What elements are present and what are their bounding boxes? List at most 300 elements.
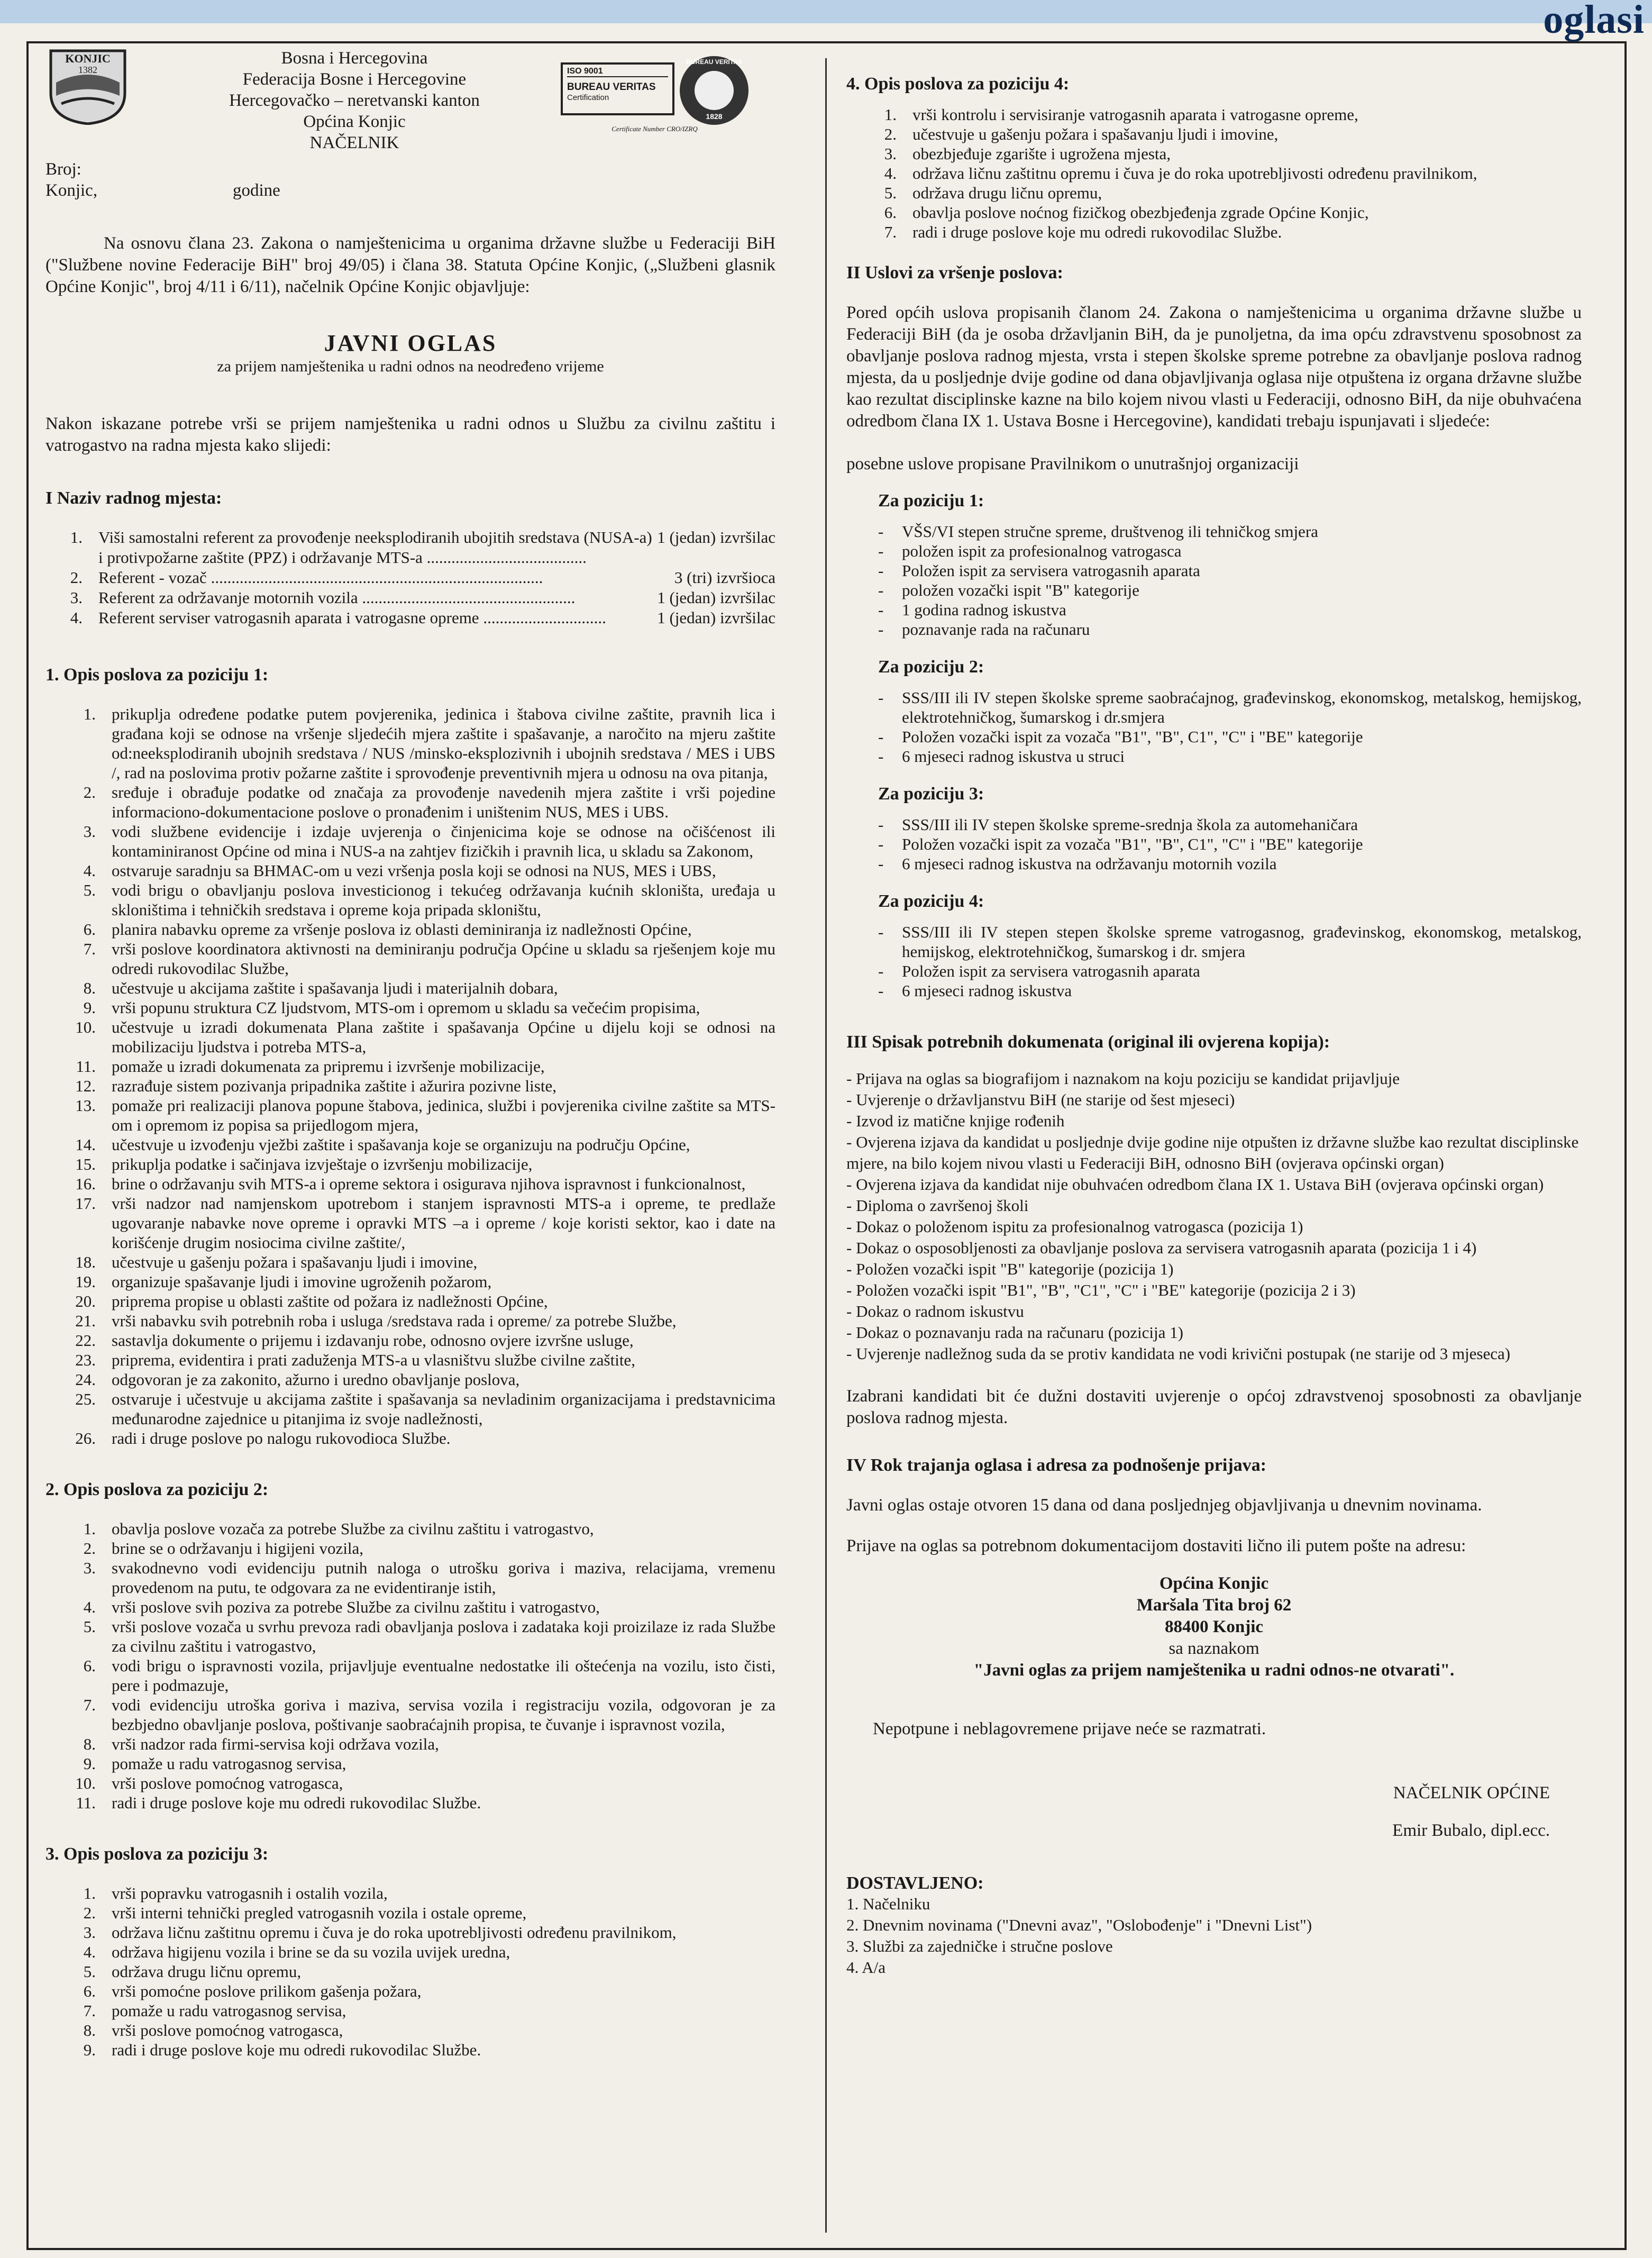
duty-text: vrši poslove pomoćnog vatrogasca, xyxy=(112,1774,343,1792)
duty-item xyxy=(846,222,1582,242)
submission-paragraph: Prijave na oglas sa potrebnom dokumentacijom dostaviti lično ili putem pošte na adresu: xyxy=(846,1536,1466,1555)
duty-item xyxy=(45,1754,775,1773)
dash-bullet: - xyxy=(878,600,884,619)
position-title: Viši samostalni referent za provođenje neeksplodiranih ubojitih sredstava (NUSA-a) i protivpožarne zaštite (PPZ) i održavanje MTS-a ....................................... xyxy=(98,528,652,567)
duty-number: 5. xyxy=(83,1962,96,1981)
dash-bullet: - xyxy=(878,542,884,560)
position-row xyxy=(45,588,775,608)
condition-item xyxy=(878,620,1582,639)
group-heading: Za poziciju 3: xyxy=(878,784,984,804)
duty-item xyxy=(45,1389,775,1428)
duty-text: učestvuje u izradi dokumenata Plana zaštite i spašavanja Općine u dijelu koji se odnosi na mobilizaciju ljudstva i potreba MTS-a, xyxy=(112,1018,775,1056)
duty-number: 8. xyxy=(83,2021,96,2040)
duty-number: 11. xyxy=(76,1793,96,1812)
issuer-header xyxy=(159,48,550,153)
duty-item xyxy=(45,1057,775,1076)
duty-item xyxy=(45,1154,775,1174)
duty-text: održava ličnu zaštitnu opremu i čuva je do roka upotrebljivosti određenu pravilnikom, xyxy=(912,164,1477,183)
duty-item xyxy=(45,1597,775,1617)
duty-item xyxy=(45,1135,775,1154)
duty-text: sređuje i obrađuje podatke od značaja za provođenje navedenih mjera zaštite i vrši pojedine informaciono-dokumentacione poslove o pronađenim i uništenim NUS, MES i UBS. xyxy=(112,783,775,821)
group-items xyxy=(878,522,1582,639)
duty-number: 21. xyxy=(75,1312,96,1330)
intro-paragraph: Na osnovu člana 23. Zakona o namještenicima u organima državne službe u Federaciji BiH ("Službene novine Federacije BiH" broj 49/05) i člana 38. Statuta Općine Konjic, („Službeni glasnik Općine Konjic", broj 4/11 i 6/11), načelnik Općine Konjic objavljuje: xyxy=(45,234,775,296)
duty-item xyxy=(846,203,1582,222)
duty-item xyxy=(45,861,775,880)
duty-text: obavlja poslove noćnog fizičkog obezbjeđenja zgrade Općine Konjic, xyxy=(912,203,1369,222)
header-line: Federacija Bosne i Hercegovine xyxy=(242,70,467,89)
group-items xyxy=(878,922,1582,1000)
duty-text: priprema propise u oblasti zaštite od požara iz nadležnosti Općine, xyxy=(112,1292,548,1310)
duty-text: sastavlja dokumente o prijemu i izdavanju robe, odnosno ovjere izvršne usluge, xyxy=(112,1331,634,1350)
duty-item xyxy=(45,1538,775,1558)
duty-item xyxy=(45,1017,775,1057)
duty-text: vrši nadzor rada firmi-servisa koji održava vozila, xyxy=(112,1735,439,1753)
duty-item xyxy=(45,1194,775,1252)
document-item: - Uvjerenje nadležnog suda da se protiv kandidata ne vodi krivični postupak (ne starije od 3 mjeseca) xyxy=(846,1344,1511,1363)
top-color-band xyxy=(0,0,1652,23)
duties2-list xyxy=(45,1519,775,1813)
document-item: - Dokaz o osposobljenosti za obavljanje poslova za servisera vatrogasnih aparata (pozicija 1 i 4) xyxy=(846,1239,1477,1257)
condition-item xyxy=(878,600,1582,620)
duty-item xyxy=(45,2001,775,2020)
duty-number: 2. xyxy=(83,1539,96,1558)
iso-certificate-badge xyxy=(561,58,751,142)
iso-label: ISO 9001 xyxy=(567,67,668,77)
duty-text: vodi brigu o ispravnosti vozila, prijavljuje eventualne nedostatke ili oštećenja na vozilu, isto čisti, pere i podmazuje, xyxy=(112,1656,775,1695)
duty-number: 6. xyxy=(83,920,96,939)
duty-text: održava drugu ličnu opremu, xyxy=(112,1962,302,1981)
condition-item xyxy=(878,961,1582,981)
duty-text: vrši nabavku svih potrebnih roba i usluga /sredstava rada i opreme/ za potrebe Službe, xyxy=(112,1312,677,1330)
dash-bullet: - xyxy=(878,747,884,766)
duty-item xyxy=(45,1923,775,1942)
duty-item xyxy=(45,1370,775,1389)
duty-text: pomaže u radu vatrogasnog servisa, xyxy=(112,2001,346,2020)
document-item: - Položen vozački ispit "B1", "B", "C1", "C" i "BE" kategorije (pozicija 2 i 3) xyxy=(846,1281,1356,1299)
duties4-heading: 4. Opis poslova za poziciju 4: xyxy=(846,74,1070,94)
duty-number: 9. xyxy=(83,998,96,1017)
positions-list xyxy=(45,527,775,628)
duty-item xyxy=(45,978,775,998)
reference-number-label: Broj: xyxy=(45,160,81,179)
duty-number: 6. xyxy=(884,203,897,222)
duty-text: brine se o održavanju i higijeni vozila, xyxy=(112,1539,364,1558)
duty-text: vrši popravku vatrogasnih i ostalih vozila, xyxy=(112,1884,388,1902)
condition-text: Položen vozački ispit za vozača "B1", "B", C1", "C" i "BE" kategorije xyxy=(902,727,1363,746)
condition-text: Položen ispit za servisera vatrogasnih aparata xyxy=(902,962,1200,980)
duty-number: 10. xyxy=(75,1774,96,1792)
duty-text: vrši nadzor nad namjenskom upotrebom i stanjem ispravnosti MTS-a i opreme, te predlaže ugovaranje nabavke nove opreme i opravki MTS –a i opreme / koje koristi sektor, kao i date na korišćenje drugim nosiocima civilne zaštite/, xyxy=(112,1194,775,1252)
group-heading: Za poziciju 4: xyxy=(878,891,984,911)
duty-item xyxy=(45,1656,775,1695)
duty-text: radi i druge poslove koje mu odredi rukovodilac Službe. xyxy=(112,1793,481,1812)
section-tag: oglasi xyxy=(1543,0,1645,42)
duty-text: vrši interni tehnički pregled vatrogasnih vozila i ostale opreme, xyxy=(112,1904,527,1922)
document-item: - Ovjerena izjava da kandidat u posljednje dvije godine nije otpušten iz državne službe kao rezultat disciplinske mjere, na bilo kojem nivou vlasti u Federaciji BiH, odnosno BiH (ovjerava općinski organ) xyxy=(846,1133,1579,1172)
duty-text: priprema, evidentira i prati zaduženja MTS-a u vlasništvu službe civilne zaštite, xyxy=(112,1351,635,1369)
address-line: 88400 Konjic xyxy=(1164,1617,1264,1636)
duty-number: 1. xyxy=(83,1884,96,1902)
column-divider xyxy=(825,58,827,2233)
duty-text: radi i druge poslove koje mu odredi rukovodilac Službe. xyxy=(912,223,1282,241)
duty-item xyxy=(45,2020,775,2040)
duty-number: 7. xyxy=(83,2001,96,2020)
left-column xyxy=(45,233,775,2060)
duration-paragraph: Javni oglas ostaje otvoren 15 dana od dana posljednjeg objavljivanja u dnevnim novinama. xyxy=(846,1496,1482,1515)
duty-text: razrađuje sistem pozivanja pripadnika zaštite i ažurira pozivne liste, xyxy=(112,1077,556,1095)
condition-item xyxy=(878,688,1582,727)
duty-number: 15. xyxy=(75,1155,96,1173)
duty-item xyxy=(45,919,775,939)
dash-bullet: - xyxy=(878,561,884,580)
duty-number: 12. xyxy=(75,1077,96,1095)
duty-number: 4. xyxy=(83,861,96,880)
document-item: - Položen vozački ispit "B" kategorije (pozicija 1) xyxy=(846,1260,1174,1278)
duty-text: ostvaruje i učestvuje u akcijama zaštite i spašavanja sa nevladinim organizacijama i predstavnicima međunarodne zajednice u pitanjima iz svoje nadležnosti, xyxy=(112,1390,775,1428)
duty-number: 1. xyxy=(884,105,897,124)
delivered-item: 4. A/a xyxy=(846,1958,886,1977)
duty-text: vrši popunu struktura CZ ljudstvom, MTS-om i opremom u skladu sa večećim propisima, xyxy=(112,998,700,1017)
condition-item xyxy=(878,727,1582,746)
condition-item xyxy=(878,580,1582,600)
duty-text: vrši poslove vozača u svrhu prevoza radi obavljanja poslova i zadataka koji proizilaze iz rada Službe za civilnu zaštitu i vatrogastvo, xyxy=(112,1617,775,1655)
incomplete-applications-note: Nepotpune i neblagovremene prijave neće se razmatrati. xyxy=(873,1719,1266,1738)
condition-text: položen vozački ispit "B" kategorije xyxy=(902,581,1139,599)
seal-ring-text: BUREAU VERITAS xyxy=(686,58,742,66)
duty-number: 20. xyxy=(75,1292,96,1310)
duty-text: vrši kontrolu i servisiranje vatrogasnih aparata i vatrogasne opreme, xyxy=(912,105,1358,124)
condition-text: Položen ispit za servisera vatrogasnih aparata xyxy=(902,561,1200,580)
duty-item xyxy=(45,1076,775,1096)
duty-item xyxy=(45,1519,775,1538)
condition-item xyxy=(878,854,1582,873)
duty-item xyxy=(45,1981,775,2001)
duty-text: svakodnevno vodi evidenciju putnih naloga o utrošku goriva i maziva, relacijama, vremenu provedenom na putu, te odgovara za ne evidentiranje istih, xyxy=(112,1559,775,1597)
duty-number: 6. xyxy=(83,1656,96,1675)
dash-bullet: - xyxy=(878,620,884,639)
documents-list xyxy=(846,1068,1582,1364)
cert-label: Certification xyxy=(567,93,609,102)
submission-address xyxy=(846,1573,1582,1681)
duty-item xyxy=(45,880,775,919)
duty-text: obavlja poslove vozača za potrebe Službe za civilnu zaštitu i vatrogastvo, xyxy=(112,1519,594,1538)
duty-item xyxy=(45,1558,775,1597)
condition-text: SSS/III ili IV stepen školske spreme saobraćajnog, građevinskog, ekonomskog, metalskog, hemijskog, elektrotehničkog, šumarskog i dr.smjera xyxy=(902,688,1582,726)
duty-text: pomaže u izradi dokumenata za pripremu i izvršenje mobilizacije, xyxy=(112,1057,545,1076)
duty-text: učestvuje u akcijama zaštite i spašavanja ljudi i materijalnih dobara, xyxy=(112,979,558,997)
duty-text: planira nabavku opreme za vršenje poslova iz oblasti deminiranja iz nadležnosti Općine, xyxy=(112,920,692,939)
duty-number: 2. xyxy=(83,1904,96,1922)
condition-text: SSS/III ili IV stepen školske spreme-srednja škola za automehaničara xyxy=(902,815,1358,834)
duty-item xyxy=(45,939,775,978)
condition-item xyxy=(878,815,1582,834)
duty-item xyxy=(45,1096,775,1135)
condition-text: 6 mjeseci radnog iskustva na održavanju motornih vozila xyxy=(902,854,1277,873)
group-heading: Za poziciju 1: xyxy=(878,491,984,511)
konjic-crest-logo xyxy=(45,45,130,125)
condition-item xyxy=(878,834,1582,854)
duty-text: organizuje spašavanje ljudi i imovine ugroženih požarom, xyxy=(112,1272,492,1291)
group-heading: Za poziciju 2: xyxy=(878,657,984,677)
condition-text: Položen vozački ispit za vozača "B1", "B", C1", "C" i "BE" kategorije xyxy=(902,835,1363,853)
position-title: Referent serviser vatrogasnih aparata i vatrogasne opreme .............................. xyxy=(98,608,606,627)
position-title: Referent za održavanje motornih vozila .................................................... xyxy=(98,588,576,607)
duty-item xyxy=(45,1331,775,1350)
duty-number: 11. xyxy=(76,1057,96,1076)
position-row xyxy=(45,527,775,568)
duty-number: 23. xyxy=(75,1351,96,1369)
position-count: 1 (jedan) izvršilac xyxy=(657,608,775,627)
duty-item xyxy=(45,1174,775,1194)
condition-text: SSS/III ili IV stepen stepen školske spreme vatrogasnog, građevinskog, ekonomskog, metalskog, hemijskog, elektrotehničkog, šumarskog i dr. smjera xyxy=(902,923,1582,961)
delivered-heading: DOSTAVLJENO: xyxy=(846,1873,984,1893)
header-line: Bosna i Hercegovina xyxy=(281,49,428,68)
position-count: 3 (tri) izvršioca xyxy=(674,568,775,587)
duties3-heading: 3. Opis poslova za poziciju 3: xyxy=(45,1844,269,1864)
dash-bullet: - xyxy=(878,923,884,941)
address-note: sa naznakom xyxy=(1169,1639,1259,1658)
duty-item xyxy=(45,1428,775,1448)
duty-number: 9. xyxy=(83,1754,96,1773)
duty-item xyxy=(45,2040,775,2060)
address-line: Maršala Tita broj 62 xyxy=(1136,1596,1292,1615)
dash-bullet: - xyxy=(878,522,884,541)
dash-bullet: - xyxy=(878,727,884,746)
duty-item xyxy=(846,163,1582,183)
conditions-groups xyxy=(846,491,1582,1000)
duty-text: vodi brigu o obavljanju poslova investicionog i tekućeg održavanja kućnih skloništa, uređaja u skloništima i tehničkih sredstava i opreme koja pripada skloništu, xyxy=(112,881,775,919)
delivered-list xyxy=(846,1893,1582,1978)
duty-number: 24. xyxy=(75,1370,96,1389)
duty-text: radi i druge poslove koje mu odredi rukovodilac Službe. xyxy=(112,2041,481,2059)
duty-text: vrši poslove svih poziva za potrebe Službe za civilnu zaštitu i vatrogastvo, xyxy=(112,1598,600,1616)
duty-item xyxy=(45,1252,775,1272)
place-label: Konjic, xyxy=(45,181,98,200)
duty-text: prikuplja određene podatke putem povjerenika, jedinica i štabova civilne zaštite, pravnih lica i građana koji se odnose na vršenje sljedećih mjera zaštite i spašavanje, a naročito na mjeru zaštite od:neeksplodiranih ubojnih sredstava / NUS /minsko-eksplozivnih i ubojnih sredstava / MES i UBS /, rad na poslovima protiv požarne zaštite i sprovođenje preventivnih mjera u odnosu na ova pitanja, xyxy=(112,705,775,782)
seal-year: 1828 xyxy=(706,112,723,121)
section3-heading: III Spisak potrebnih dokumenata (original ili ovjerena kopija): xyxy=(846,1032,1330,1052)
dash-bullet: - xyxy=(878,815,884,834)
bv-label: BUREAU VERITAS xyxy=(567,81,656,93)
duty-number: 4. xyxy=(884,164,897,183)
duty-item xyxy=(45,1350,775,1370)
condition-text: 1 godina radnog iskustva xyxy=(902,600,1066,619)
duty-number: 3. xyxy=(83,1923,96,1942)
duty-text: pomaže pri realizaciji planova popune štabova, jedinica, službi i povjerenika civilne zaštite sa MTS-om i opremom iz popisa sa prijedlogom mjera, xyxy=(112,1096,775,1134)
dash-bullet: - xyxy=(878,981,884,1000)
duty-number: 16. xyxy=(75,1174,96,1193)
header-line: NAČELNIK xyxy=(309,133,399,152)
position-number: 2. xyxy=(70,568,83,587)
position-number: 3. xyxy=(70,588,83,607)
duty-item xyxy=(45,1962,775,1981)
cert-number: Certificate Number CRO/IZRQ xyxy=(611,125,698,133)
crest-name: KONJIC xyxy=(65,52,111,65)
duty-item xyxy=(45,704,775,782)
duty-item xyxy=(846,144,1582,163)
duty-item xyxy=(45,998,775,1017)
duty-number: 1. xyxy=(83,705,96,723)
duty-text: vrši poslove koordinatora aktivnosti na deminiranju područja Općine u skladu sa rješenjem koje mu odredi rukovodilac Službe, xyxy=(112,940,775,978)
duty-text: vodi evidenciju utroška goriva i maziva, servisa vozila i registraciju vozila, odgovoran je za bezbjedno obavljanje poslova, poštivanje saobraćajnih propisa, te čuvanje i ispravnost vozila, xyxy=(112,1696,775,1734)
dash-bullet: - xyxy=(878,854,884,873)
dash-bullet: - xyxy=(878,581,884,599)
duty-item xyxy=(45,1734,775,1754)
envelope-label: "Javni oglas za prijem namještenika u radni odnos-ne otvarati". xyxy=(973,1661,1455,1680)
duty-text: ostvaruje saradnju sa BHMAC-om u vezi vršenja posla koji se odnosi na NUS, MES i UBS, xyxy=(112,861,716,880)
duty-number: 2. xyxy=(884,125,897,143)
duty-item xyxy=(45,1903,775,1923)
condition-item xyxy=(878,981,1582,1000)
duty-number: 3. xyxy=(884,144,897,163)
condition-item xyxy=(878,746,1582,766)
duty-text: održava ličnu zaštitnu opremu i čuva je do roka upotrebljivosti određenu pravilnikom, xyxy=(112,1923,677,1942)
duty-number: 3. xyxy=(83,822,96,841)
signature-role: NAČELNIK OPĆINE xyxy=(1393,1783,1550,1802)
delivered-item: 3. Službi za zajedničke i stručne poslove xyxy=(846,1937,1113,1955)
document-item: - Izvod iz matične knjige rođenih xyxy=(846,1112,1065,1130)
group-items xyxy=(878,688,1582,766)
section4-heading: IV Rok trajanja oglasa i adresa za podnošenje prijava: xyxy=(846,1455,1266,1475)
duty-item xyxy=(45,1311,775,1331)
duty-number: 22. xyxy=(75,1331,96,1350)
section2-heading: II Uslovi za vršenje poslova: xyxy=(846,263,1063,283)
position-number: 1. xyxy=(70,528,83,547)
duty-number: 19. xyxy=(75,1272,96,1291)
document-item: - Uvjerenje o državljanstvu BiH (ne starije od šest mjeseci) xyxy=(846,1090,1235,1109)
crest-year: 1382 xyxy=(78,65,97,75)
section1-heading: I Naziv radnog mjesta: xyxy=(45,488,222,508)
duty-number: 6. xyxy=(83,1982,96,2000)
duties3-list xyxy=(45,1883,775,2060)
duty-text: obezbjeđuje zgarište i ugrožena mjesta, xyxy=(912,144,1171,163)
condition-text: 6 mjeseci radnog iskustva u struci xyxy=(902,747,1125,766)
duty-number: 26. xyxy=(75,1429,96,1447)
address-line: Općina Konjic xyxy=(1159,1574,1269,1593)
document-item: - Dokaz o položenom ispitu za profesionalnog vatrogasca (pozicija 1) xyxy=(846,1217,1303,1236)
header-line: Hercegovačko – neretvanski kanton xyxy=(229,91,480,110)
duty-text: vodi službene evidencije i izdaje uvjerenja o činjenicima koje se odnose na očišćenost ili kontaminiranost Općine od mina i NUS-a na zahtjev fizičkih i pravnih lica, u skladu sa Zakonom, xyxy=(112,822,775,860)
dash-bullet: - xyxy=(878,962,884,980)
document-item: - Prijava na oglas sa biografijom i naznakom na koju poziciju se kandidat prijavljuje xyxy=(846,1069,1400,1088)
duty-item xyxy=(45,822,775,861)
duty-text: vrši pomoćne poslove prilikom gašenja požara, xyxy=(112,1982,422,2000)
condition-text: položen ispit za profesionalnog vatrogasca xyxy=(902,542,1182,560)
duty-number: 7. xyxy=(884,223,897,241)
duty-number: 5. xyxy=(83,1617,96,1636)
duty-number: 4. xyxy=(83,1943,96,1961)
document-item: - Ovjerena izjava da kandidat nije obuhvaćen odredbom člana IX 1. Ustava BiH (ovjerava općinski organ) xyxy=(846,1175,1544,1194)
duty-number: 3. xyxy=(83,1559,96,1577)
position-row xyxy=(45,608,775,628)
notice-title: JAVNI OGLAS xyxy=(324,330,497,356)
delivered-item: 2. Dnevnim novinama ("Dnevni avaz", "Oslobođenje" i "Dnevni List") xyxy=(846,1916,1312,1934)
duty-item xyxy=(45,1942,775,1962)
lead-paragraph: Nakon iskazane potrebe vrši se prijem namještenika u radni odnos u Službu za civilnu zaštitu i vatrogastvo na radna mjesta kako slijedi: xyxy=(45,414,775,455)
duty-number: 5. xyxy=(884,184,897,202)
duty-text: prikuplja podatke i sačinjava izvještaje o izvršenju mobilizacije, xyxy=(112,1155,533,1173)
duty-item xyxy=(45,1793,775,1813)
duty-number: 7. xyxy=(83,940,96,958)
condition-text: VŠS/VI stepen stručne spreme, društvenog ili tehničkog smjera xyxy=(902,522,1318,541)
position-title: Referent - vozač ................................................................................. xyxy=(98,568,543,587)
health-certificate-note: Izabrani kandidati bit će dužni dostaviti uvjerenje o općoj zdravstvenoj sposobnosti za obavljanje poslova radnog mjesta. xyxy=(846,1387,1582,1427)
duty-text: održava higijenu vozila i brine se da su vozila uvijek uredna, xyxy=(112,1943,510,1961)
document-item: - Diploma o završenoj školi xyxy=(846,1196,1029,1215)
condition-item xyxy=(878,541,1582,561)
dash-bullet: - xyxy=(878,835,884,853)
duty-text: brine o održavanju svih MTS-a i opreme sektora i osigurava njihova ispravnost i funkcionalnost, xyxy=(112,1174,746,1193)
dash-bullet: - xyxy=(878,688,884,707)
duties4-list xyxy=(846,105,1582,242)
duty-number: 9. xyxy=(83,2041,96,2059)
document-item: - Dokaz o radnom iskustvu xyxy=(846,1302,1024,1321)
duty-number: 17. xyxy=(75,1194,96,1213)
duty-item xyxy=(45,1272,775,1291)
duties1-list xyxy=(45,704,775,1448)
duty-item xyxy=(45,782,775,822)
condition-item xyxy=(878,561,1582,580)
duties1-heading: 1. Opis poslova za poziciju 1: xyxy=(45,665,269,685)
year-label: godine xyxy=(233,181,280,200)
duty-item xyxy=(846,183,1582,203)
position-row xyxy=(45,568,775,588)
duty-number: 25. xyxy=(75,1390,96,1408)
general-conditions-paragraph: Pored općih uslova propisanih članom 24. Zakona o namještenicima u organima državne službe u Federaciji BiH (da je osoba državljanin BiH, da je punoljetna, da ima opću zdravstvenu sposobnost za obavljanje poslova radnog mjesta, vrsta i stepen školske spreme potrebne za obavljanje poslova radnog mjesta, da u posljednje dvije godine od dana objavljivanja oglasa nije otpuštena iz organa državne službe kao rezultat disciplinske kazne na bilo kojem nivou vlasti u Federaciji, odnosno BiH, da nije obuhvaćena odredbom člana IX 1. Ustava Bosne i Hercegovine), kandidati trebaju ispunjavati i sljedeće: xyxy=(846,303,1582,431)
position-count: 1 (jedan) izvršilac xyxy=(657,528,775,547)
duty-text: održava drugu ličnu opremu, xyxy=(912,184,1102,202)
header-line: Općina Konjic xyxy=(303,112,406,131)
delivered-item: 1. Načelniku xyxy=(846,1895,930,1913)
right-column xyxy=(846,74,1582,1978)
duty-number: 4. xyxy=(83,1598,96,1616)
condition-text: 6 mjeseci radnog iskustva xyxy=(902,981,1072,1000)
duty-number: 8. xyxy=(83,1735,96,1753)
duty-number: 14. xyxy=(75,1135,96,1154)
condition-item xyxy=(878,922,1582,961)
duty-item xyxy=(45,1695,775,1734)
bureau-veritas-seal xyxy=(680,56,749,125)
duty-item xyxy=(846,105,1582,124)
position-number: 4. xyxy=(70,608,83,627)
duty-number: 1. xyxy=(83,1519,96,1538)
duty-number: 10. xyxy=(75,1018,96,1036)
duty-text: pomaže u radu vatrogasnog servisa, xyxy=(112,1754,346,1773)
duty-text: radi i druge poslove po nalogu rukovodioca Službe. xyxy=(112,1429,451,1447)
duty-item xyxy=(45,1883,775,1903)
duty-item xyxy=(45,1773,775,1793)
duty-text: vrši poslove pomoćnog vatrogasca, xyxy=(112,2021,343,2040)
duty-number: 13. xyxy=(75,1096,96,1115)
duty-item xyxy=(45,1291,775,1311)
duty-number: 8. xyxy=(83,979,96,997)
duty-text: učestvuje u izvođenju vježbi zaštite i spašavanja koje se organizuju na području Općine, xyxy=(112,1135,690,1154)
document-item: - Dokaz o poznavanju rada na računaru (pozicija 1) xyxy=(846,1323,1183,1342)
condition-item xyxy=(878,522,1582,541)
position-count: 1 (jedan) izvršilac xyxy=(657,588,775,607)
duty-text: učestvuje u gašenju požara i spašavanju ljudi i imovine, xyxy=(112,1253,478,1271)
duty-text: odgovoran je za zakonito, ažurno i uredno obavljanje poslova, xyxy=(112,1370,520,1389)
duty-number: 7. xyxy=(83,1696,96,1714)
condition-text: poznavanje rada na računaru xyxy=(902,620,1090,639)
duties2-heading: 2. Opis poslova za poziciju 2: xyxy=(45,1480,269,1499)
notice-subtitle: za prijem namještenika u radni odnos na neodređeno vrijeme xyxy=(217,358,604,375)
duty-number: 5. xyxy=(83,881,96,899)
duty-item xyxy=(45,1617,775,1656)
duty-item xyxy=(846,124,1582,144)
signature-name: Emir Bubalo, dipl.ecc. xyxy=(1392,1821,1550,1840)
